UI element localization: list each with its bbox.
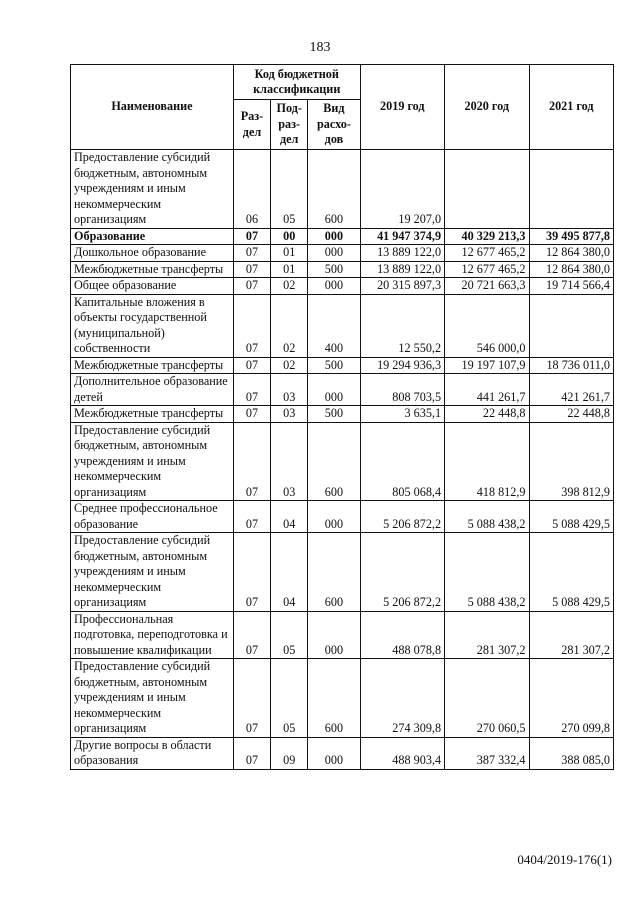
row-podrazdel: 05 — [271, 150, 308, 229]
row-vid: 000 — [308, 501, 360, 533]
row-value-2019: 3 635,1 — [360, 406, 444, 423]
row-value-2019: 19 294 936,3 — [360, 357, 444, 374]
row-razdel: 07 — [233, 659, 270, 738]
row-name: Профессиональная подготовка, переподготовка и повышение квалификации — [71, 611, 234, 659]
row-value-2020: 281 307,2 — [445, 611, 529, 659]
row-vid: 000 — [308, 278, 360, 295]
row-vid: 400 — [308, 294, 360, 357]
row-value-2021: 19 714 566,4 — [529, 278, 614, 295]
row-razdel: 07 — [233, 501, 270, 533]
row-razdel: 07 — [233, 737, 270, 769]
row-vid: 500 — [308, 261, 360, 278]
table-row — [71, 357, 614, 374]
row-podrazdel: 01 — [271, 261, 308, 278]
row-value-2020: 387 332,4 — [445, 737, 529, 769]
row-value-2020: 270 060,5 — [445, 659, 529, 738]
header-2019: 2019 год — [360, 65, 444, 150]
table-row — [71, 228, 614, 245]
table-row — [71, 422, 614, 501]
row-podrazdel: 02 — [271, 294, 308, 357]
row-podrazdel: 00 — [271, 228, 308, 245]
row-razdel: 07 — [233, 294, 270, 357]
row-value-2020: 12 677 465,2 — [445, 245, 529, 262]
row-value-2019: 488 903,4 — [360, 737, 444, 769]
row-razdel: 07 — [233, 422, 270, 501]
header-razdel: Раз-дел — [233, 100, 270, 150]
row-vid: 000 — [308, 737, 360, 769]
row-value-2021: 5 088 429,5 — [529, 501, 614, 533]
row-name: Общее образование — [71, 278, 234, 295]
row-value-2020: 20 721 663,3 — [445, 278, 529, 295]
row-value-2020: 441 261,7 — [445, 374, 529, 406]
row-value-2021: 398 812,9 — [529, 422, 614, 501]
row-value-2021: 281 307,2 — [529, 611, 614, 659]
row-podrazdel: 09 — [271, 737, 308, 769]
row-vid: 600 — [308, 422, 360, 501]
row-value-2021: 5 088 429,5 — [529, 533, 614, 612]
header-2021: 2021 год — [529, 65, 614, 150]
row-name: Капитальные вложения в объекты государственной (муниципальной) собственности — [71, 294, 234, 357]
row-podrazdel: 04 — [271, 533, 308, 612]
row-vid: 500 — [308, 406, 360, 423]
row-name: Дополнительное образование детей — [71, 374, 234, 406]
row-razdel: 06 — [233, 150, 270, 229]
row-value-2019: 808 703,5 — [360, 374, 444, 406]
row-value-2021: 18 736 011,0 — [529, 357, 614, 374]
table-row — [71, 278, 614, 295]
row-name: Предоставление субсидий бюджетным, автономным учреждениям и иным некоммерческим организациям — [71, 150, 234, 229]
page-number: 183 — [309, 40, 331, 55]
row-value-2020: 5 088 438,2 — [445, 501, 529, 533]
row-value-2019: 5 206 872,2 — [360, 501, 444, 533]
row-podrazdel: 04 — [271, 501, 308, 533]
row-value-2019: 12 550,2 — [360, 294, 444, 357]
row-value-2021: 39 495 877,8 — [529, 228, 614, 245]
row-value-2019: 20 315 897,3 — [360, 278, 444, 295]
row-value-2020 — [445, 150, 529, 229]
row-value-2019: 488 078,8 — [360, 611, 444, 659]
table-row — [71, 501, 614, 533]
budget-table — [70, 64, 614, 770]
header-2020: 2020 год — [445, 65, 529, 150]
table-row — [71, 406, 614, 423]
row-name: Межбюджетные трансферты — [71, 261, 234, 278]
table-row — [71, 150, 614, 229]
row-value-2019: 19 207,0 — [360, 150, 444, 229]
row-value-2020: 12 677 465,2 — [445, 261, 529, 278]
row-name: Другие вопросы в области образования — [71, 737, 234, 769]
row-name: Предоставление субсидий бюджетным, автономным учреждениям и иным некоммерческим организациям — [71, 533, 234, 612]
row-vid: 600 — [308, 533, 360, 612]
table-row — [71, 374, 614, 406]
row-podrazdel: 05 — [271, 659, 308, 738]
row-value-2021: 22 448,8 — [529, 406, 614, 423]
row-value-2019: 13 889 122,0 — [360, 245, 444, 262]
row-name: Дошкольное образование — [71, 245, 234, 262]
row-razdel: 07 — [233, 374, 270, 406]
row-value-2020: 546 000,0 — [445, 294, 529, 357]
row-vid: 000 — [308, 611, 360, 659]
row-value-2019: 41 947 374,9 — [360, 228, 444, 245]
row-razdel: 07 — [233, 245, 270, 262]
table-body — [71, 150, 614, 770]
row-razdel: 07 — [233, 278, 270, 295]
row-value-2021 — [529, 294, 614, 357]
row-podrazdel: 03 — [271, 422, 308, 501]
row-name: Образование — [71, 228, 234, 245]
row-value-2020: 19 197 107,9 — [445, 357, 529, 374]
row-razdel: 07 — [233, 228, 270, 245]
row-vid: 500 — [308, 357, 360, 374]
row-value-2021 — [529, 150, 614, 229]
row-podrazdel: 01 — [271, 245, 308, 262]
row-value-2019: 805 068,4 — [360, 422, 444, 501]
row-name: Межбюджетные трансферты — [71, 406, 234, 423]
table-row — [71, 245, 614, 262]
row-value-2020: 40 329 213,3 — [445, 228, 529, 245]
row-podrazdel: 05 — [271, 611, 308, 659]
row-razdel: 07 — [233, 261, 270, 278]
row-vid: 600 — [308, 659, 360, 738]
row-value-2019: 5 206 872,2 — [360, 533, 444, 612]
row-vid: 000 — [308, 245, 360, 262]
row-razdel: 07 — [233, 406, 270, 423]
row-value-2021: 388 085,0 — [529, 737, 614, 769]
table-row — [71, 659, 614, 738]
row-value-2019: 274 309,8 — [360, 659, 444, 738]
row-vid: 000 — [308, 228, 360, 245]
header-vid: Вид расхо-дов — [308, 100, 360, 150]
row-value-2021: 12 864 380,0 — [529, 261, 614, 278]
header-name: Наименование — [71, 65, 234, 150]
document-code: 0404/2019-176(1) — [517, 852, 612, 867]
row-value-2021: 270 099,8 — [529, 659, 614, 738]
header-podrazdel: Под-раз-дел — [271, 100, 308, 150]
row-podrazdel: 02 — [271, 357, 308, 374]
row-value-2020: 418 812,9 — [445, 422, 529, 501]
row-name: Среднее профессиональное образование — [71, 501, 234, 533]
row-vid: 600 — [308, 150, 360, 229]
header-code-group: Код бюджетной классификации — [233, 65, 360, 100]
row-razdel: 07 — [233, 611, 270, 659]
row-value-2021: 421 261,7 — [529, 374, 614, 406]
row-value-2020: 22 448,8 — [445, 406, 529, 423]
table-row — [71, 261, 614, 278]
row-podrazdel: 03 — [271, 406, 308, 423]
table-row — [71, 294, 614, 357]
table-row — [71, 533, 614, 612]
row-vid: 000 — [308, 374, 360, 406]
table-row — [71, 611, 614, 659]
row-value-2020: 5 088 438,2 — [445, 533, 529, 612]
row-name: Предоставление субсидий бюджетным, автономным учреждениям и иным некоммерческим организациям — [71, 659, 234, 738]
table-row — [71, 737, 614, 769]
row-name: Межбюджетные трансферты — [71, 357, 234, 374]
row-razdel: 07 — [233, 357, 270, 374]
row-value-2021: 12 864 380,0 — [529, 245, 614, 262]
row-value-2019: 13 889 122,0 — [360, 261, 444, 278]
row-name: Предоставление субсидий бюджетным, автономным учреждениям и иным некоммерческим организациям — [71, 422, 234, 501]
row-razdel: 07 — [233, 533, 270, 612]
row-podrazdel: 03 — [271, 374, 308, 406]
row-podrazdel: 02 — [271, 278, 308, 295]
